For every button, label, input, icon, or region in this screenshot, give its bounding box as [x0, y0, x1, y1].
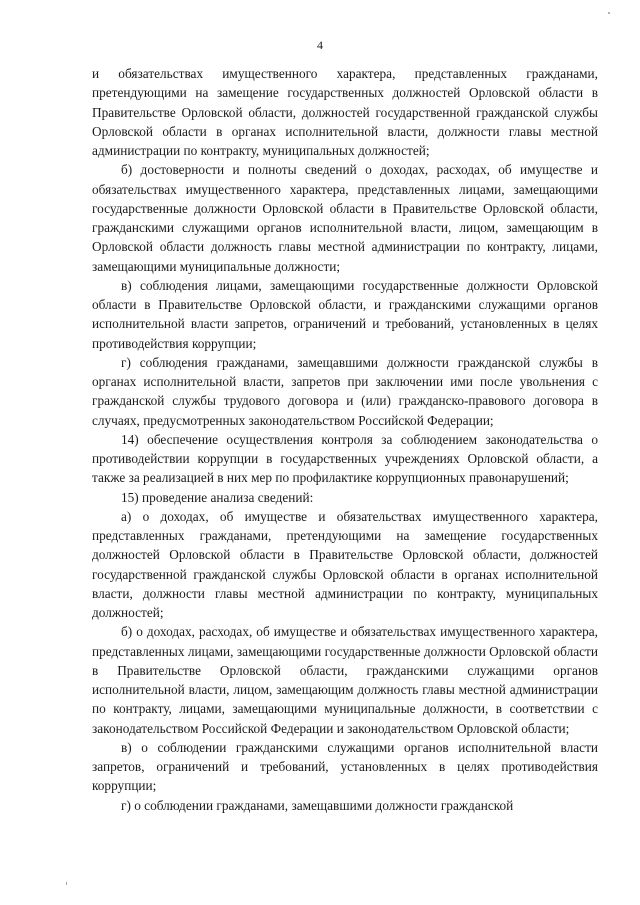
paragraph-item-15-g: г) о соблюдении гражданами, замещавшими должности гражданской	[121, 797, 514, 813]
paragraph-item-v: в) соблюдения лицами, замещающими государственные должности Орловской области в Правительстве Орловской области, и гражданскими служащими органов исполнительной власти запретов, ограничений и требований, установленных в целях противодействия коррупции;	[92, 277, 598, 351]
paragraph-item-15: 15) проведение анализа сведений:	[121, 489, 314, 505]
paragraph-item-15-a: а) о доходах, об имуществе и обязательствах имущественного характера, представленных гражданами, претендующими на замещение государственных должностей Орловской области в Правительстве Орловской области, должностей государственной гражданской службы Орловской области в органах исполнительной власти, должности главы местной администрации по контракту, муниципальных должностей;	[92, 508, 598, 620]
scan-speck	[66, 882, 67, 885]
paragraph-item-15-b: б) о доходах, расходах, об имуществе и обязательствах имущественного характера, представленных лицами, замещающими государственные должности Орловской области в Правительстве Орловской области, гражданскими служащими органов исполнительной власти, лицом, замещающим должность главы местной администрации по контракту, лицами, замещающими муниципальные должности, в соответствии с законодательством Российской Федерации и законодательством Орловской области;	[92, 624, 598, 736]
document-body	[92, 64, 598, 815]
page-number: 4	[317, 38, 323, 52]
scan-speck	[608, 12, 610, 14]
paragraph-item-g: г) соблюдения гражданами, замещавшими должности гражданской службы в органах исполнительной власти, запретов при заключении ими после увольнения с гражданской службы трудового договора и (или) гражданско-правового договора в случаях, предусмотренных законодательством Российской Федерации;	[92, 354, 598, 428]
paragraph-continuation: и обязательствах имущественного характера, представленных гражданами, претендующими на замещение государственных должностей Орловской области в Правительстве Орловской области, должностей государственной гражданской службы Орловской области в органах исполнительной власти, должности главы местной администрации по контракту, муниципальных должностей;	[92, 66, 598, 158]
paragraph-item-14: 14) обеспечение осуществления контроля за соблюдением законодательства о противодействии коррупции в государственных учреждениях Орловской области, а также за реализацией в них мер по профилактике коррупционных правонарушений;	[92, 431, 598, 486]
paragraph-item-b: б) достоверности и полноты сведений о доходах, расходах, об имуществе и обязательствах имущественного характера, представленных лицами, замещающими государственные должности Орловской области в Правительстве Орловской области, гражданскими служащими органов исполнительной власти, лицом, замещающим в Орловской области должность главы местной администрации по контракту, лицами, замещающими муниципальные должности;	[92, 162, 598, 274]
paragraph-item-15-v: в) о соблюдении гражданскими служащими органов исполнительной власти запретов, ограничений и требований, установленных в целях противодействия коррупции;	[92, 739, 598, 794]
